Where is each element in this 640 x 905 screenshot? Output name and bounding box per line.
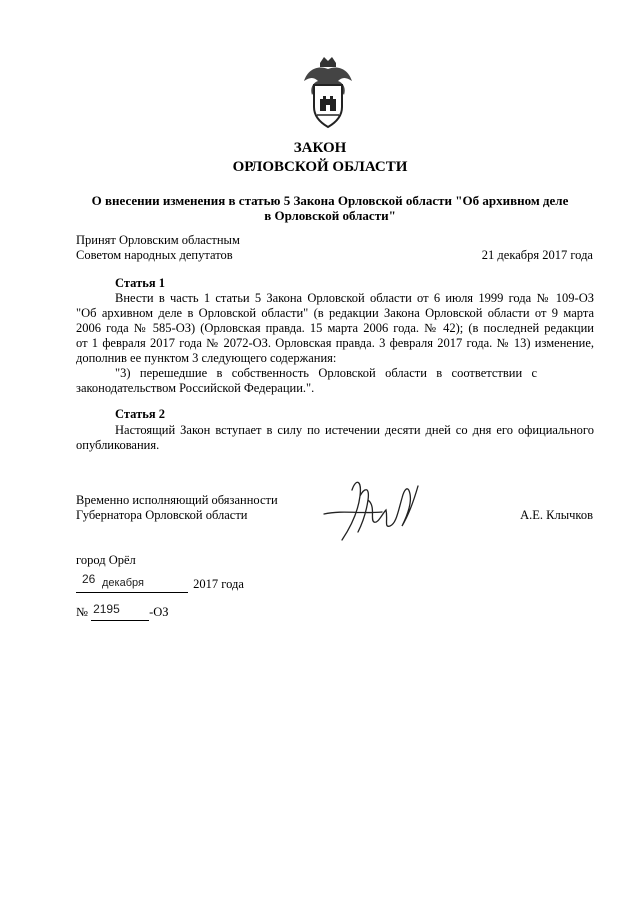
sign-year: 2017 года <box>193 577 244 591</box>
adopted-line-2: Советом народных депутатов <box>76 248 233 262</box>
article-1-line-2: "Об архивном деле в Орловской области" (в редакции Закона Орловской области от 9 марта <box>76 306 594 320</box>
sign-date-field <box>76 572 188 593</box>
article-1-quote-line-1: "3) перешедшие в собственность Орловской области в соответствии с <box>115 366 538 380</box>
sign-month: декабря <box>102 577 144 589</box>
city: город Орёл <box>76 553 136 567</box>
number-value: 2195 <box>93 602 120 616</box>
number-suffix: -ОЗ <box>149 605 169 619</box>
article-1-line-4: от 1 февраля 2017 года № 2072-ОЗ. Орловская правда. 3 февраля 2017 года. № 13) изменение, <box>76 336 594 350</box>
number-field <box>91 602 149 621</box>
article-1-body <box>76 291 594 396</box>
number-prefix: № <box>76 605 88 619</box>
law-subject <box>90 193 570 223</box>
sign-day: 26 <box>82 572 96 586</box>
article-2-line-2: опубликования. <box>76 438 160 452</box>
signature-icon <box>322 470 432 555</box>
article-1-line-3: 2006 года № 585-ОЗ) (Орловская правда. 15 марта 2006 года. № 42); (в последней редакции <box>76 321 594 335</box>
law-number <box>76 602 169 621</box>
article-2-body <box>76 423 594 453</box>
adopted-date: 21 декабря 2017 года <box>481 248 593 262</box>
signer-name: А.Е. Клычков <box>520 508 593 522</box>
article-2-heading: Статья 2 <box>115 407 165 421</box>
subject-line-2: в Орловской области" <box>264 208 396 223</box>
law-title: ЗАКОН <box>293 140 347 156</box>
signer-line-2: Губернатора Орловской области <box>76 508 248 522</box>
sign-date <box>76 572 244 593</box>
article-1-line-5: дополнив ее пунктом 3 следующего содержания: <box>76 351 337 365</box>
article-1-quote-line-2: законодательством Российской Федерации.". <box>76 381 315 395</box>
article-1-heading: Статья 1 <box>115 276 165 290</box>
coat-of-arms-icon <box>300 55 356 130</box>
subject-line-1: О внесении изменения в статью 5 Закона Орловской области "Об архивном деле <box>91 193 569 208</box>
adopted-line-1: Принят Орловским областным <box>76 233 240 247</box>
article-2-line-1: Настоящий Закон вступает в силу по истечении десяти дней со дня его официального <box>115 423 594 437</box>
signer-line-1: Временно исполняющий обязанности <box>76 493 278 507</box>
article-1-line-1: Внести в часть 1 статьи 5 Закона Орловской области от 6 июля 1999 года № 109-ОЗ <box>115 291 594 305</box>
adopted-by <box>76 233 240 263</box>
region-title: ОРЛОВСКОЙ ОБЛАСТИ <box>232 159 408 175</box>
signer-title <box>76 493 278 523</box>
